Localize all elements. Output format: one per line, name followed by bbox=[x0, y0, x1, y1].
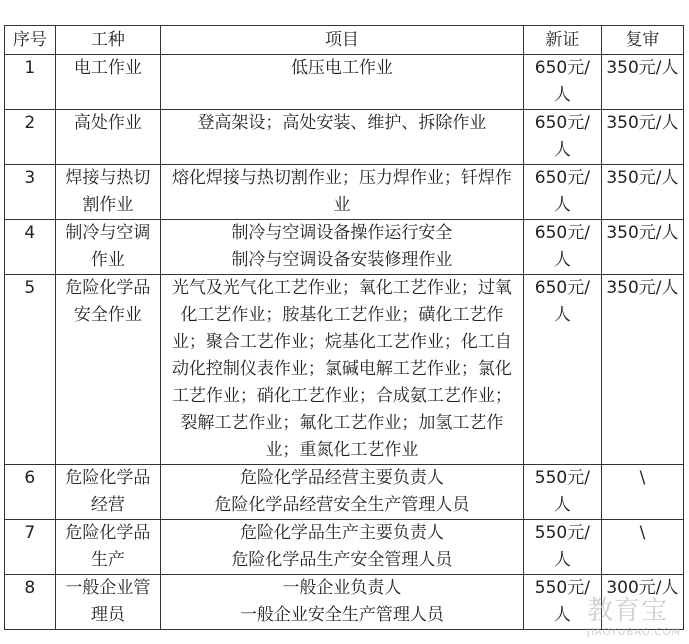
row-seq: 1 bbox=[5, 55, 56, 110]
item-line: 登高架设；高处安装、维护、拆除作业 bbox=[197, 113, 487, 133]
header-review: 复审 bbox=[601, 26, 683, 55]
row-seq: 8 bbox=[5, 575, 56, 630]
row-new-cert-fee: 550元/人 bbox=[523, 520, 601, 575]
table-row bbox=[5, 520, 684, 575]
row-items bbox=[161, 465, 524, 520]
row-new-cert-fee: 550元/人 bbox=[523, 465, 601, 520]
row-items bbox=[161, 55, 524, 110]
row-seq: 6 bbox=[5, 465, 56, 520]
row-items bbox=[161, 220, 524, 275]
row-review-fee: 350元/人 bbox=[601, 55, 683, 110]
item-line: 危险化学品生产主要负责人 bbox=[239, 523, 444, 543]
table-row bbox=[5, 165, 684, 220]
row-items bbox=[161, 520, 524, 575]
row-review-fee: 300元/人 bbox=[601, 575, 683, 630]
table-row bbox=[5, 55, 684, 110]
item-line: 危险化学品经营主要负责人 bbox=[239, 468, 444, 488]
row-seq: 3 bbox=[5, 165, 56, 220]
row-review-fee: \ bbox=[601, 520, 683, 575]
watermark-logo: 教育宝 JIAOYUBAO.COM bbox=[587, 596, 681, 638]
row-review-fee: \ bbox=[601, 465, 683, 520]
row-review-fee: 350元/人 bbox=[601, 275, 683, 465]
row-items bbox=[161, 275, 524, 465]
header-items: 项目 bbox=[161, 26, 524, 55]
item-line: 制冷与空调设备操作运行安全 bbox=[231, 223, 453, 243]
row-items bbox=[161, 575, 524, 630]
table-body bbox=[5, 55, 684, 630]
row-type: 焊接与热切割作业 bbox=[55, 165, 160, 220]
row-review-fee: 350元/人 bbox=[601, 110, 683, 165]
row-type: 电工作业 bbox=[55, 55, 160, 110]
row-type: 高处作业 bbox=[55, 110, 160, 165]
row-type: 一般企业管理员 bbox=[55, 575, 160, 630]
row-new-cert-fee: 550元/人 bbox=[523, 575, 601, 630]
item-line: 低压电工作业 bbox=[290, 58, 393, 78]
row-review-fee: 350元/人 bbox=[601, 220, 683, 275]
row-seq: 7 bbox=[5, 520, 56, 575]
row-new-cert-fee: 650元/人 bbox=[523, 110, 601, 165]
item-line: 一般企业负责人 bbox=[282, 578, 402, 598]
item-line: 熔化焊接与热切割作业；压力焊作业；钎焊作业 bbox=[171, 168, 512, 215]
row-type: 制冷与空调作业 bbox=[55, 220, 160, 275]
table-row bbox=[5, 220, 684, 275]
item-line: 制冷与空调设备安装修理作业 bbox=[231, 250, 453, 270]
table-row bbox=[5, 110, 684, 165]
item-line: 光气及光气化工艺作业；氧化工艺作业；过氧化工艺作业；胺基化工艺作业；磺化工艺作业；聚合工艺作业；烷基化工艺作业；化工自动化控制仪表作业；氯碱电解工艺作业；氯化工艺作业；硝化工艺作业；合成氨工艺作业；裂解工艺作业；氟化工艺作业；加氢工艺作业；重氮化工艺作业 bbox=[171, 278, 512, 460]
row-new-cert-fee: 650元/人 bbox=[523, 220, 601, 275]
row-review-fee: 350元/人 bbox=[601, 165, 683, 220]
item-line: 一般企业安全生产管理人员 bbox=[239, 605, 444, 625]
row-new-cert-fee: 650元/人 bbox=[523, 55, 601, 110]
item-line: 危险化学品生产安全管理人员 bbox=[231, 550, 453, 570]
table-row bbox=[5, 575, 684, 630]
row-type: 危险化学品安全作业 bbox=[55, 275, 160, 465]
row-items bbox=[161, 165, 524, 220]
header-new-cert: 新证 bbox=[523, 26, 601, 55]
item-line: 危险化学品经营安全生产管理人员 bbox=[214, 495, 470, 515]
row-new-cert-fee: 650元/人 bbox=[523, 165, 601, 220]
table-row bbox=[5, 275, 684, 465]
row-new-cert-fee: 650元/人 bbox=[523, 275, 601, 465]
row-seq: 2 bbox=[5, 110, 56, 165]
row-seq: 4 bbox=[5, 220, 56, 275]
row-seq: 5 bbox=[5, 275, 56, 465]
header-type: 工种 bbox=[55, 26, 160, 55]
row-type: 危险化学品生产 bbox=[55, 520, 160, 575]
row-items bbox=[161, 110, 524, 165]
table-header-row bbox=[5, 26, 684, 55]
header-seq: 序号 bbox=[5, 26, 56, 55]
fee-table bbox=[4, 25, 684, 630]
table-row bbox=[5, 465, 684, 520]
row-type: 危险化学品经营 bbox=[55, 465, 160, 520]
